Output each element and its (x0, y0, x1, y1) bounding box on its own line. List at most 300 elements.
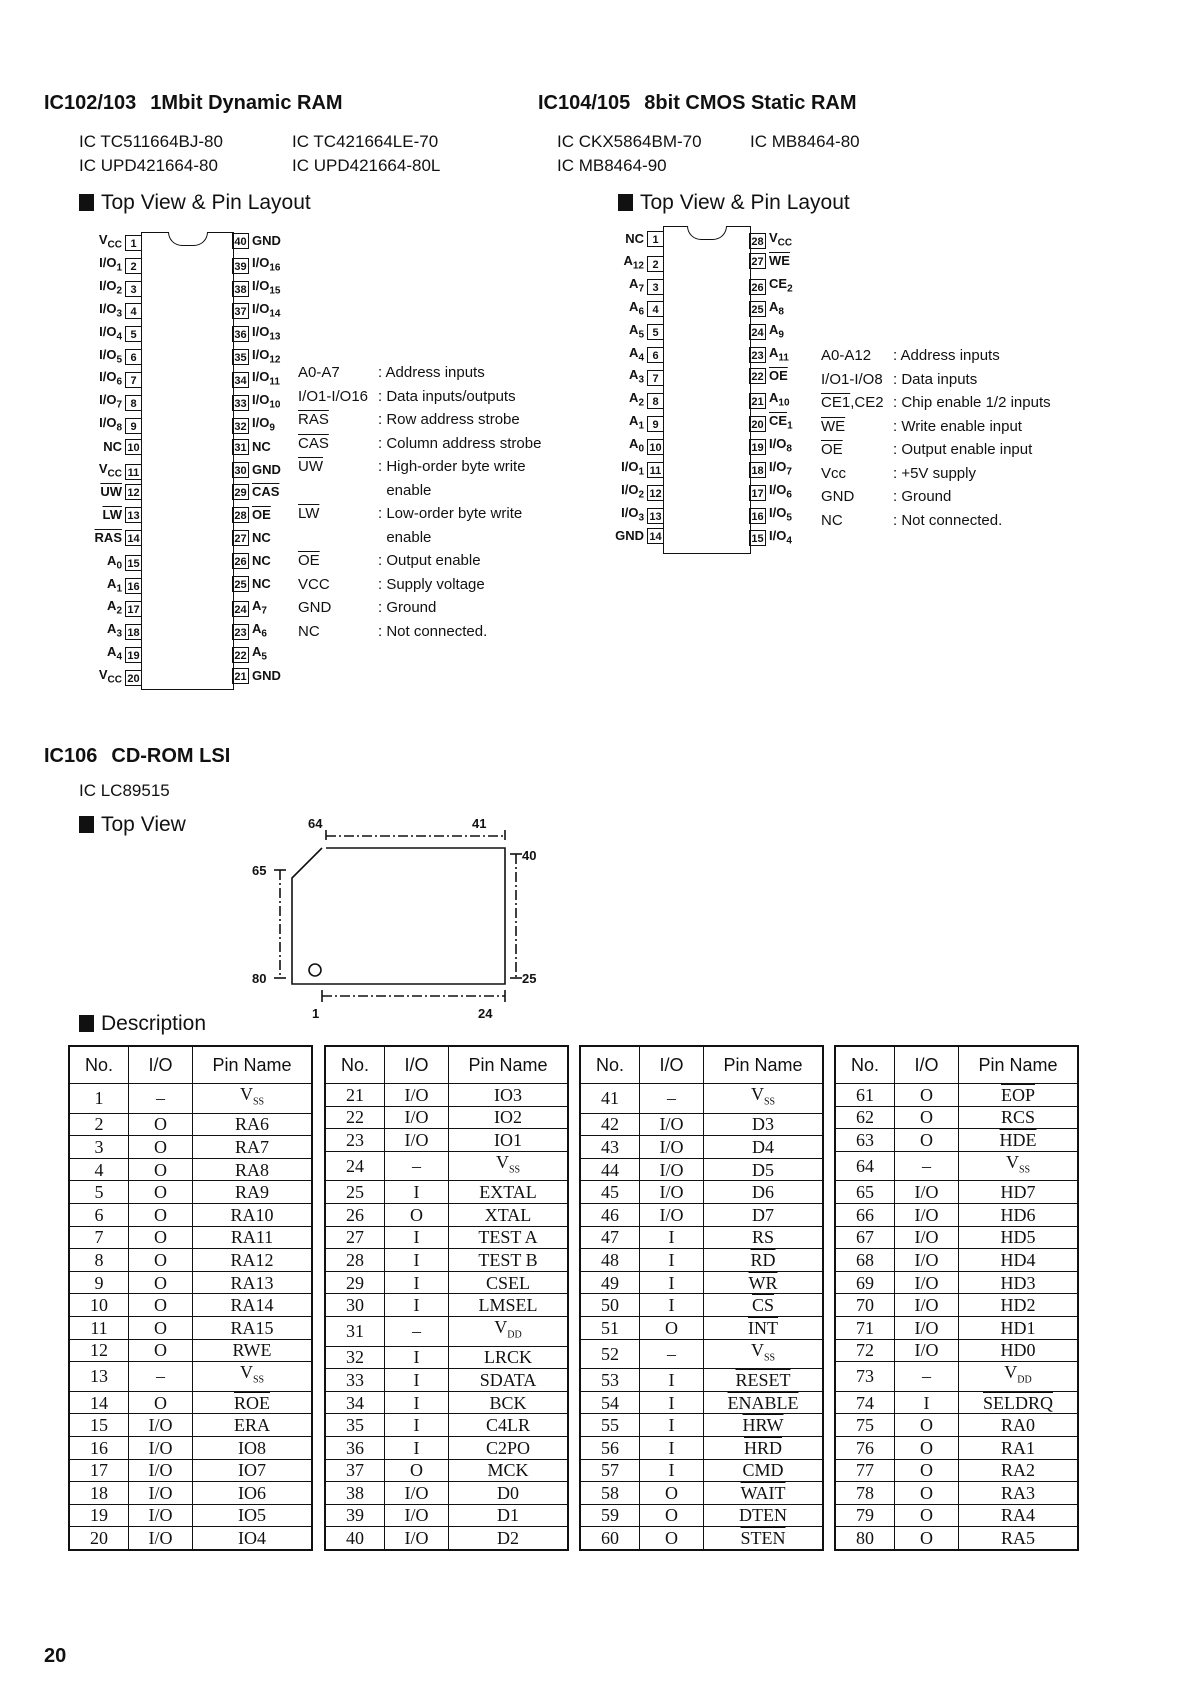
pin-16 (749, 503, 792, 523)
ic102-part: IC TC421664LE-70 (292, 132, 439, 151)
legend-value: : Output enable (378, 552, 481, 569)
pin-number: 2 (69, 1113, 129, 1136)
pin-name: $\overline{RWE}$ (193, 1339, 313, 1362)
table-row (325, 1504, 568, 1527)
pin-label: $\overline{LW}$ (102, 507, 122, 523)
pin-label: $I/O_6$ (769, 481, 792, 501)
pin-8 (99, 390, 142, 410)
pin-number: 4 (69, 1158, 129, 1181)
table-row (580, 1369, 823, 1392)
pin-14 (615, 526, 664, 546)
table-row (325, 1129, 568, 1152)
pin-11 (621, 457, 664, 477)
pin-33 (232, 390, 280, 410)
pin-io: I/O (640, 1113, 704, 1136)
pin-number-box: 39 (232, 258, 249, 274)
pin-name: RA7 (193, 1136, 313, 1159)
pin-table-1 (68, 1045, 313, 1551)
pin-label: $V_{CC}$ (98, 232, 122, 251)
pin-io: – (129, 1362, 193, 1392)
pin-name: RS (704, 1226, 824, 1249)
pin-io: I (385, 1346, 449, 1369)
legend-key: $\overline{RAS}$ (298, 411, 329, 428)
square-bullet-icon (79, 1015, 94, 1032)
legend-key: CE1,CE2 (821, 394, 884, 411)
pin-number-box: 36 (232, 326, 249, 342)
pin-name: HD7 (959, 1181, 1079, 1204)
pin-label: $I/O_2$ (99, 277, 122, 297)
legend-value: : Ground (893, 488, 952, 505)
pin-11 (99, 459, 142, 479)
pin-io: I/O (895, 1294, 959, 1317)
pin-17 (107, 596, 142, 616)
pin-number: 80 (835, 1527, 895, 1550)
legend-value: : Column address strobe (378, 434, 542, 452)
table-row (69, 1203, 312, 1226)
pin-name: $V_{SS}$ (449, 1151, 569, 1181)
table-row (835, 1294, 1078, 1317)
pin-label: $A_2$ (107, 598, 122, 617)
table-row (835, 1391, 1078, 1414)
legend-key: I/O1-I/O16 (298, 387, 369, 405)
pin-number-box: 10 (125, 439, 142, 455)
pin-number-box: 29 (232, 484, 249, 500)
pin-label: $I/O_9$ (252, 415, 275, 434)
legend-value: : Data inputs (893, 370, 978, 388)
pin-name: LMSEL (449, 1294, 569, 1317)
pin-number-box: 4 (647, 301, 664, 317)
pin-name: HD1 (959, 1316, 1079, 1339)
pin-label: $I/O_7$ (99, 392, 122, 411)
pin-number-box: 25 (749, 301, 766, 317)
pin-10 (629, 434, 664, 454)
pin-io: I/O (895, 1271, 959, 1294)
pin-label: $A_7$ (252, 598, 267, 617)
pin-number: 62 (835, 1106, 895, 1129)
ic104-subtitle: 8bit CMOS Static RAM (644, 92, 857, 114)
table-row (69, 1436, 312, 1459)
table-row (325, 1084, 568, 1107)
legend-row (821, 462, 1051, 486)
table-row (69, 1362, 312, 1392)
pin-19 (107, 642, 142, 662)
pin-number: 48 (580, 1249, 640, 1272)
pin-label: NC (625, 230, 644, 246)
table-row (835, 1459, 1078, 1482)
table-row (69, 1527, 312, 1550)
pin-label: $A_3$ (629, 367, 644, 386)
pin-name: HD4 (959, 1249, 1079, 1272)
pin-number: 10 (69, 1294, 129, 1317)
table-row (580, 1436, 823, 1459)
column-header: Pin Name (959, 1046, 1079, 1084)
pin-24 (232, 596, 267, 616)
pin-name: HD3 (959, 1271, 1079, 1294)
table-row (580, 1181, 823, 1204)
pin-number: 8 (69, 1249, 129, 1272)
pin-number: 67 (835, 1226, 895, 1249)
pin-name: RA6 (193, 1113, 313, 1136)
pin-label: $I/O_{14}$ (252, 300, 281, 320)
pin-number: 26 (325, 1203, 385, 1226)
table-row (325, 1369, 568, 1392)
pin-io: O (385, 1203, 449, 1226)
pin-label: $I/O_7$ (769, 459, 792, 478)
ic104-part: IC MB8464-90 (557, 156, 667, 175)
pin-io: I (385, 1369, 449, 1392)
legend-key: A0-A12 (821, 347, 872, 364)
table-row (69, 1339, 312, 1362)
pin-32 (232, 413, 275, 433)
pkg-label: 65 (252, 863, 267, 878)
column-header: I/O (640, 1046, 704, 1084)
pin-number-box: 8 (647, 393, 664, 409)
pin-number-box: 38 (232, 281, 249, 297)
pin-number-box: 6 (125, 349, 142, 365)
legend-key: GND (298, 599, 332, 616)
table-row (835, 1504, 1078, 1527)
pin-label: $I/O_5$ (99, 346, 122, 366)
pin-30 (232, 459, 281, 479)
pin-number: 32 (325, 1346, 385, 1369)
pin-name: CSEL (449, 1271, 569, 1294)
pin-29 (232, 482, 279, 502)
pin-number-box: 7 (647, 370, 664, 386)
pin-io: I/O (895, 1249, 959, 1272)
pin-number-box: 33 (232, 395, 249, 411)
pin-label: NC (252, 530, 271, 546)
ic106-description-title: Description (79, 1012, 206, 1036)
pin-number: 5 (69, 1181, 129, 1204)
pin-label: GND (252, 461, 281, 477)
pin-io: O (895, 1482, 959, 1505)
table-row (325, 1226, 568, 1249)
pin-name: $\overline{EOP}$ (959, 1084, 1079, 1107)
pin-number-box: 9 (125, 418, 142, 434)
pin-27 (749, 251, 790, 271)
pin-label: NC (252, 576, 271, 592)
pin-name: RESET (704, 1369, 824, 1392)
legend-key: VCC (298, 575, 330, 593)
pin-label: GND (252, 667, 281, 683)
table-row (835, 1271, 1078, 1294)
pin-name: RA2 (959, 1459, 1079, 1482)
pin-label: $I/O_{13}$ (252, 323, 281, 343)
pin-io: I/O (129, 1527, 193, 1550)
pin-13 (621, 503, 664, 523)
pin-name: SDATA (449, 1369, 569, 1392)
ic106-section-title: Top View (79, 813, 186, 837)
pin-number-box: 28 (232, 507, 249, 523)
pin-name: IO7 (193, 1459, 313, 1482)
pin-io: I (385, 1436, 449, 1459)
pin-number-box: 11 (647, 462, 664, 478)
pin-number: 47 (580, 1226, 640, 1249)
ic102-chip-body (141, 232, 234, 690)
pin-label: NC (252, 438, 271, 454)
pin-name: IO4 (193, 1527, 313, 1550)
pin-name: $\overline{HDE}$ (959, 1129, 1079, 1152)
ic106-part: IC LC89515 (79, 781, 170, 800)
table-row (580, 1459, 823, 1482)
ic106-heading (44, 745, 230, 768)
pin-name: $\overline{ROE}$ (193, 1391, 313, 1414)
pin-number-box: 15 (749, 530, 766, 546)
pin-label: NC (103, 438, 122, 454)
pin-io: I (385, 1391, 449, 1414)
pin-number: 23 (325, 1129, 385, 1152)
pin-name: XTAL (449, 1203, 569, 1226)
pin-number: 6 (69, 1203, 129, 1226)
pin-28 (749, 228, 792, 248)
table-header-row (69, 1046, 312, 1084)
legend-value: : Ground (378, 599, 437, 616)
legend-row (298, 385, 541, 409)
pin-name: $\overline{CMD}$ (704, 1459, 824, 1482)
pin-name: $V_{SS}$ (193, 1362, 313, 1392)
pin-name: RA4 (959, 1504, 1079, 1527)
pin-number: 45 (580, 1181, 640, 1204)
pin-label: $A_5$ (629, 321, 644, 341)
pin-io: O (895, 1459, 959, 1482)
pin-12 (100, 482, 142, 502)
pin-number: 71 (835, 1316, 895, 1339)
table-row (835, 1414, 1078, 1437)
pin-io: I/O (385, 1106, 449, 1129)
pin-number: 68 (835, 1249, 895, 1272)
pin-16 (107, 574, 142, 594)
pin-number-box: 40 (232, 233, 249, 249)
pin-name: ERA (193, 1414, 313, 1437)
pin-name: RA13 (193, 1271, 313, 1294)
pin-io: I (640, 1271, 704, 1294)
pin-number-box: 4 (125, 303, 142, 319)
pin-name: RA0 (959, 1414, 1079, 1437)
pin-7 (629, 365, 664, 385)
pin-number-box: 14 (125, 530, 142, 546)
pkg-label: 1 (312, 1006, 320, 1021)
pin-label: $A_3$ (107, 621, 122, 640)
pin-io: I/O (640, 1158, 704, 1181)
pin-number: 3 (69, 1136, 129, 1159)
pin-34 (232, 367, 280, 387)
column-header: No. (69, 1046, 129, 1084)
pin-io: O (129, 1339, 193, 1362)
pin-number: 11 (69, 1316, 129, 1339)
pin-number-box: 8 (125, 395, 142, 411)
pin-label: $\overline{UW}$ (100, 484, 122, 500)
pin-io: – (895, 1151, 959, 1181)
pin-number-box: 37 (232, 303, 249, 319)
table-row (580, 1414, 823, 1437)
pin-name: DTEN (704, 1504, 824, 1527)
ic102-part: IC UPD421664-80 (79, 156, 218, 175)
legend-key: NC (298, 622, 320, 640)
pin-io: I/O (129, 1482, 193, 1505)
pin-name: $V_{SS}$ (193, 1084, 313, 1114)
legend-row (298, 479, 541, 503)
pin-number: 64 (835, 1151, 895, 1181)
column-header: No. (325, 1046, 385, 1084)
pin-15 (107, 551, 142, 571)
pin-number-box: 17 (125, 601, 142, 617)
pin-name: D0 (449, 1482, 569, 1505)
ic104-title: IC104/105 (538, 92, 631, 114)
ic106-title: IC106 (44, 745, 98, 767)
table-row (580, 1527, 823, 1550)
pin-number-box: 6 (647, 347, 664, 363)
pin-number: 58 (580, 1482, 640, 1505)
pin-2 (99, 253, 142, 273)
table-row (580, 1203, 823, 1226)
pin-name: D5 (704, 1158, 824, 1181)
legend-row (298, 432, 541, 456)
table-row (580, 1136, 823, 1159)
pin-number: 16 (69, 1436, 129, 1459)
pin-number: 65 (835, 1181, 895, 1204)
pin-io: I (640, 1391, 704, 1414)
pin-name: D7 (704, 1203, 824, 1226)
pin-1 (99, 230, 142, 250)
pin-number: 18 (69, 1482, 129, 1505)
ic102-section-title: Top View & Pin Layout (79, 191, 311, 215)
pin-name: C2PO (449, 1436, 569, 1459)
pin-6 (629, 343, 664, 363)
legend-row (821, 344, 1051, 368)
pin-number-box: 13 (125, 507, 142, 523)
table-row (325, 1106, 568, 1129)
pin-3 (629, 274, 664, 294)
table-row (580, 1226, 823, 1249)
pin-number: 7 (69, 1226, 129, 1249)
pin-label: $I/O_3$ (621, 504, 644, 524)
pin-io: O (895, 1414, 959, 1437)
pin-io: – (385, 1151, 449, 1181)
pin-io: I/O (129, 1414, 193, 1437)
pin-name: TEST B (449, 1249, 569, 1272)
pin-26 (749, 274, 793, 294)
pin-io: I/O (385, 1084, 449, 1107)
legend-value: enable (378, 481, 432, 499)
pin-number: 79 (835, 1504, 895, 1527)
pin-name: WAIT (704, 1482, 824, 1505)
pin-label: $A_{10}$ (769, 390, 790, 409)
chip-notch-icon (687, 226, 727, 240)
pin-number-box: 1 (647, 231, 664, 247)
pin-number: 44 (580, 1158, 640, 1181)
pin-label: $A_{12}$ (623, 252, 644, 272)
column-header: Pin Name (449, 1046, 569, 1084)
table-row (835, 1226, 1078, 1249)
pin-label: $A_1$ (629, 413, 644, 432)
pin-number: 76 (835, 1436, 895, 1459)
pin-name: $V_{DD}$ (959, 1362, 1079, 1392)
pin-name: $\overline{WR}$ (704, 1271, 824, 1294)
pin-name: RA11 (193, 1226, 313, 1249)
ic104-parts (557, 130, 957, 178)
table-row (325, 1482, 568, 1505)
pin-name: MCK (449, 1459, 569, 1482)
table-row (69, 1181, 312, 1204)
pin-17 (749, 480, 792, 500)
pin-io: O (895, 1129, 959, 1152)
ic106-subtitle: CD-ROM LSI (111, 745, 231, 767)
pin-io: O (129, 1226, 193, 1249)
pkg-label: 80 (252, 971, 267, 986)
pin-label: $\overline{CE}_1$ (769, 413, 793, 432)
table-row (69, 1249, 312, 1272)
pin-name: D2 (449, 1527, 569, 1550)
pin-io: I (385, 1271, 449, 1294)
legend-row (821, 438, 1051, 462)
pkg-label: 41 (472, 816, 487, 831)
table-row (325, 1271, 568, 1294)
pin-io: I/O (640, 1136, 704, 1159)
pin-18 (749, 457, 792, 477)
table-row (580, 1294, 823, 1317)
pin-number-box: 22 (749, 368, 766, 384)
pin-9 (629, 411, 664, 431)
pin-number: 53 (580, 1369, 640, 1392)
pin-25 (749, 297, 784, 317)
pin-label: $CE_2$ (769, 275, 793, 295)
pin-label: GND (615, 528, 644, 544)
pin-24 (749, 320, 784, 340)
pin-name: $\overline{HRW}$ (704, 1414, 824, 1437)
pin-io: O (385, 1459, 449, 1482)
table-row (69, 1113, 312, 1136)
pin-number: 29 (325, 1271, 385, 1294)
pin-label: $\overline{OE}$ (769, 367, 788, 383)
pin-table-3 (579, 1045, 824, 1551)
legend-key: $\overline{WE}$ (821, 417, 846, 435)
pin-name: IO6 (193, 1482, 313, 1505)
legend-value: : Not connected. (378, 622, 488, 640)
ic102-title: IC102/103 (44, 92, 137, 114)
pin-name: RA3 (959, 1482, 1079, 1505)
pin-label: $\overline{WE}$ (769, 253, 790, 269)
pin-number: 14 (69, 1391, 129, 1414)
legend-key: GND (821, 488, 855, 505)
pin-io: O (129, 1249, 193, 1272)
legend-value: : +5V supply (893, 464, 976, 482)
pin-label: $A_5$ (252, 644, 267, 663)
pin-label: $I/O_{11}$ (252, 369, 280, 388)
pin-number: 46 (580, 1203, 640, 1226)
pin-label: $A_0$ (629, 436, 644, 455)
pin-10 (103, 436, 142, 456)
pin-number-box: 23 (232, 624, 249, 640)
pin-13 (103, 505, 143, 525)
pin-number-box: 18 (749, 462, 766, 478)
table-row (325, 1203, 568, 1226)
pin-27 (232, 528, 271, 548)
ic104-heading (538, 92, 857, 115)
pin-label: $V_{CC}$ (98, 667, 122, 686)
pin-23 (232, 619, 267, 639)
pin-number-box: 32 (232, 418, 249, 434)
pin-io: – (640, 1084, 704, 1114)
pin-14 (95, 528, 142, 548)
pin-number-box: 21 (232, 668, 249, 684)
table-row (580, 1391, 823, 1414)
pin-label: $I/O_8$ (769, 436, 792, 455)
pin-40 (232, 230, 281, 250)
pin-io: O (895, 1436, 959, 1459)
pin-number: 36 (325, 1436, 385, 1459)
legend-row (821, 509, 1051, 533)
pin-name: $V_{SS}$ (704, 1084, 824, 1114)
